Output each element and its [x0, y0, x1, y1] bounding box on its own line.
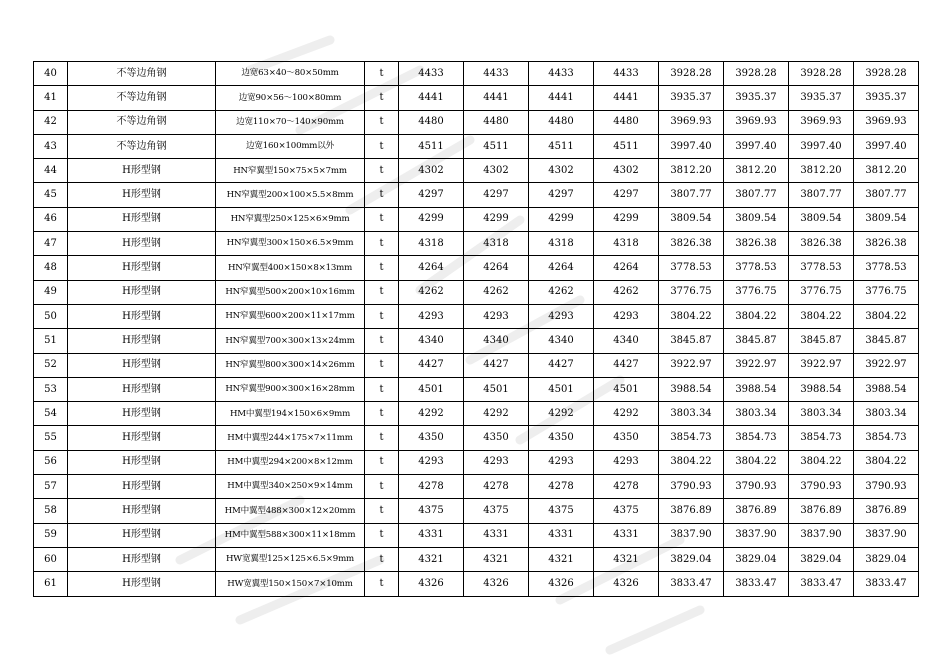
- specification-cell: HN窄翼型600×200×11×17mm: [216, 304, 365, 328]
- excl-tax-price-3-cell: 3845.87: [789, 329, 854, 353]
- material-name-cell: H形型钢: [68, 377, 216, 401]
- price-4-cell: 4441: [594, 86, 659, 110]
- excl-tax-price-1-cell: 3790.93: [659, 475, 724, 499]
- excl-tax-price-3-cell: 3790.93: [789, 475, 854, 499]
- excl-tax-price-3-cell: 3854.73: [789, 426, 854, 450]
- price-1-cell: 4340: [399, 329, 464, 353]
- row-number-cell: 41: [34, 86, 68, 110]
- excl-tax-price-3-cell: 3922.97: [789, 353, 854, 377]
- excl-tax-price-4-cell: 3776.75: [854, 280, 919, 304]
- price-4-cell: 4278: [594, 475, 659, 499]
- unit-cell: t: [365, 207, 399, 231]
- excl-tax-price-1-cell: 3935.37: [659, 86, 724, 110]
- specification-cell: HM中翼型488×300×12×20mm: [216, 499, 365, 523]
- unit-cell: t: [365, 183, 399, 207]
- row-number-cell: 52: [34, 353, 68, 377]
- price-1-cell: 4302: [399, 159, 464, 183]
- material-name-cell: H形型钢: [68, 547, 216, 571]
- excl-tax-price-2-cell: 3809.54: [724, 207, 789, 231]
- excl-tax-price-3-cell: 3833.47: [789, 572, 854, 596]
- material-name-cell: H形型钢: [68, 232, 216, 256]
- excl-tax-price-4-cell: 3935.37: [854, 86, 919, 110]
- unit-cell: t: [365, 86, 399, 110]
- unit-cell: t: [365, 353, 399, 377]
- price-2-cell: 4321: [464, 547, 529, 571]
- price-4-cell: 4297: [594, 183, 659, 207]
- price-3-cell: 4441: [529, 86, 594, 110]
- price-3-cell: 4318: [529, 232, 594, 256]
- excl-tax-price-3-cell: 3997.40: [789, 134, 854, 158]
- unit-cell: t: [365, 402, 399, 426]
- row-number-cell: 56: [34, 450, 68, 474]
- price-4-cell: 4264: [594, 256, 659, 280]
- price-1-cell: 4318: [399, 232, 464, 256]
- excl-tax-price-4-cell: 3969.93: [854, 110, 919, 134]
- price-4-cell: 4427: [594, 353, 659, 377]
- table-row: [34, 475, 919, 499]
- price-1-cell: 4441: [399, 86, 464, 110]
- excl-tax-price-3-cell: 3935.37: [789, 86, 854, 110]
- material-name-cell: H形型钢: [68, 159, 216, 183]
- price-1-cell: 4511: [399, 134, 464, 158]
- price-2-cell: 4340: [464, 329, 529, 353]
- price-4-cell: 4375: [594, 499, 659, 523]
- price-1-cell: 4375: [399, 499, 464, 523]
- table-row: [34, 426, 919, 450]
- table-row: [34, 183, 919, 207]
- excl-tax-price-2-cell: 3997.40: [724, 134, 789, 158]
- row-number-cell: 60: [34, 547, 68, 571]
- row-number-cell: 58: [34, 499, 68, 523]
- price-4-cell: 4326: [594, 572, 659, 596]
- excl-tax-price-1-cell: 3876.89: [659, 499, 724, 523]
- material-name-cell: 不等边角钢: [68, 134, 216, 158]
- excl-tax-price-3-cell: 3988.54: [789, 377, 854, 401]
- row-number-cell: 46: [34, 207, 68, 231]
- excl-tax-price-1-cell: 3804.22: [659, 304, 724, 328]
- excl-tax-price-4-cell: 3778.53: [854, 256, 919, 280]
- unit-cell: t: [365, 304, 399, 328]
- row-number-cell: 55: [34, 426, 68, 450]
- specification-cell: 边宽90×56～100×80mm: [216, 86, 365, 110]
- price-3-cell: 4299: [529, 207, 594, 231]
- price-4-cell: 4511: [594, 134, 659, 158]
- table-row: [34, 134, 919, 158]
- unit-cell: t: [365, 110, 399, 134]
- price-2-cell: 4278: [464, 475, 529, 499]
- specification-cell: HM中翼型244×175×7×11mm: [216, 426, 365, 450]
- excl-tax-price-1-cell: 3922.97: [659, 353, 724, 377]
- price-3-cell: 4264: [529, 256, 594, 280]
- specification-cell: HW宽翼型150×150×7×10mm: [216, 572, 365, 596]
- table-row: [34, 499, 919, 523]
- specification-cell: HN窄翼型150×75×5×7mm: [216, 159, 365, 183]
- specification-cell: HM中翼型194×150×6×9mm: [216, 402, 365, 426]
- unit-cell: t: [365, 572, 399, 596]
- unit-cell: t: [365, 547, 399, 571]
- material-name-cell: 不等边角钢: [68, 86, 216, 110]
- excl-tax-price-1-cell: 3845.87: [659, 329, 724, 353]
- price-3-cell: 4340: [529, 329, 594, 353]
- excl-tax-price-2-cell: 3790.93: [724, 475, 789, 499]
- unit-cell: t: [365, 62, 399, 86]
- excl-tax-price-1-cell: 3804.22: [659, 450, 724, 474]
- row-number-cell: 61: [34, 572, 68, 596]
- excl-tax-price-4-cell: 3928.28: [854, 62, 919, 86]
- row-number-cell: 59: [34, 523, 68, 547]
- material-name-cell: H形型钢: [68, 572, 216, 596]
- price-4-cell: 4350: [594, 426, 659, 450]
- excl-tax-price-2-cell: 3845.87: [724, 329, 789, 353]
- table-row: [34, 547, 919, 571]
- excl-tax-price-2-cell: 3854.73: [724, 426, 789, 450]
- excl-tax-price-2-cell: 3928.28: [724, 62, 789, 86]
- price-1-cell: 4264: [399, 256, 464, 280]
- price-3-cell: 4480: [529, 110, 594, 134]
- price-2-cell: 4292: [464, 402, 529, 426]
- unit-cell: t: [365, 475, 399, 499]
- row-number-cell: 40: [34, 62, 68, 86]
- specification-cell: HN窄翼型400×150×8×13mm: [216, 256, 365, 280]
- price-4-cell: 4433: [594, 62, 659, 86]
- price-4-cell: 4340: [594, 329, 659, 353]
- price-1-cell: 4321: [399, 547, 464, 571]
- excl-tax-price-1-cell: 3778.53: [659, 256, 724, 280]
- excl-tax-price-3-cell: 3809.54: [789, 207, 854, 231]
- table-row: [34, 377, 919, 401]
- price-3-cell: 4321: [529, 547, 594, 571]
- table-row: [34, 110, 919, 134]
- excl-tax-price-3-cell: 3829.04: [789, 547, 854, 571]
- unit-cell: t: [365, 280, 399, 304]
- unit-cell: t: [365, 159, 399, 183]
- excl-tax-price-1-cell: 3807.77: [659, 183, 724, 207]
- excl-tax-price-2-cell: 3807.77: [724, 183, 789, 207]
- price-2-cell: 4293: [464, 304, 529, 328]
- price-2-cell: 4293: [464, 450, 529, 474]
- excl-tax-price-1-cell: 3776.75: [659, 280, 724, 304]
- price-1-cell: 4262: [399, 280, 464, 304]
- excl-tax-price-2-cell: 3837.90: [724, 523, 789, 547]
- excl-tax-price-1-cell: 3833.47: [659, 572, 724, 596]
- material-name-cell: H形型钢: [68, 183, 216, 207]
- excl-tax-price-2-cell: 3988.54: [724, 377, 789, 401]
- excl-tax-price-1-cell: 3837.90: [659, 523, 724, 547]
- specification-cell: HM中翼型294×200×8×12mm: [216, 450, 365, 474]
- table-row: [34, 207, 919, 231]
- price-2-cell: 4262: [464, 280, 529, 304]
- price-3-cell: 4433: [529, 62, 594, 86]
- excl-tax-price-2-cell: 3776.75: [724, 280, 789, 304]
- excl-tax-price-4-cell: 3804.22: [854, 450, 919, 474]
- unit-cell: t: [365, 232, 399, 256]
- table-row: [34, 329, 919, 353]
- price-3-cell: 4262: [529, 280, 594, 304]
- excl-tax-price-2-cell: 3812.20: [724, 159, 789, 183]
- price-2-cell: 4318: [464, 232, 529, 256]
- price-2-cell: 4302: [464, 159, 529, 183]
- price-1-cell: 4292: [399, 402, 464, 426]
- unit-cell: t: [365, 377, 399, 401]
- table-row: [34, 450, 919, 474]
- price-3-cell: 4350: [529, 426, 594, 450]
- unit-cell: t: [365, 426, 399, 450]
- material-name-cell: H形型钢: [68, 523, 216, 547]
- table-row: [34, 523, 919, 547]
- price-1-cell: 4433: [399, 62, 464, 86]
- unit-cell: t: [365, 134, 399, 158]
- specification-cell: HN窄翼型250×125×6×9mm: [216, 207, 365, 231]
- price-2-cell: 4350: [464, 426, 529, 450]
- price-4-cell: 4262: [594, 280, 659, 304]
- excl-tax-price-1-cell: 3988.54: [659, 377, 724, 401]
- excl-tax-price-4-cell: 3812.20: [854, 159, 919, 183]
- excl-tax-price-2-cell: 3922.97: [724, 353, 789, 377]
- price-2-cell: 4331: [464, 523, 529, 547]
- price-1-cell: 4293: [399, 450, 464, 474]
- price-2-cell: 4427: [464, 353, 529, 377]
- material-name-cell: H形型钢: [68, 256, 216, 280]
- price-4-cell: 4318: [594, 232, 659, 256]
- specification-cell: HN窄翼型900×300×16×28mm: [216, 377, 365, 401]
- price-4-cell: 4302: [594, 159, 659, 183]
- excl-tax-price-2-cell: 3969.93: [724, 110, 789, 134]
- excl-tax-price-4-cell: 3829.04: [854, 547, 919, 571]
- price-3-cell: 4293: [529, 304, 594, 328]
- unit-cell: t: [365, 523, 399, 547]
- excl-tax-price-3-cell: 3969.93: [789, 110, 854, 134]
- price-3-cell: 4375: [529, 499, 594, 523]
- excl-tax-price-4-cell: 3988.54: [854, 377, 919, 401]
- price-table: [33, 61, 919, 597]
- price-1-cell: 4278: [399, 475, 464, 499]
- price-1-cell: 4480: [399, 110, 464, 134]
- excl-tax-price-4-cell: 3922.97: [854, 353, 919, 377]
- excl-tax-price-4-cell: 3790.93: [854, 475, 919, 499]
- price-3-cell: 4331: [529, 523, 594, 547]
- excl-tax-price-2-cell: 3833.47: [724, 572, 789, 596]
- price-2-cell: 4433: [464, 62, 529, 86]
- material-name-cell: H形型钢: [68, 402, 216, 426]
- excl-tax-price-3-cell: 3928.28: [789, 62, 854, 86]
- price-4-cell: 4331: [594, 523, 659, 547]
- excl-tax-price-4-cell: 3837.90: [854, 523, 919, 547]
- excl-tax-price-2-cell: 3935.37: [724, 86, 789, 110]
- price-1-cell: 4293: [399, 304, 464, 328]
- table-row: [34, 86, 919, 110]
- excl-tax-price-1-cell: 3812.20: [659, 159, 724, 183]
- material-name-cell: H形型钢: [68, 304, 216, 328]
- row-number-cell: 53: [34, 377, 68, 401]
- price-3-cell: 4293: [529, 450, 594, 474]
- price-1-cell: 4350: [399, 426, 464, 450]
- price-4-cell: 4293: [594, 304, 659, 328]
- table-row: [34, 304, 919, 328]
- excl-tax-price-3-cell: 3803.34: [789, 402, 854, 426]
- price-3-cell: 4292: [529, 402, 594, 426]
- price-1-cell: 4299: [399, 207, 464, 231]
- table-row: [34, 256, 919, 280]
- specification-cell: 边宽63×40～80×50mm: [216, 62, 365, 86]
- specification-cell: HN窄翼型200×100×5.5×8mm: [216, 183, 365, 207]
- specification-cell: HM中翼型588×300×11×18mm: [216, 523, 365, 547]
- specification-cell: HW宽翼型125×125×6.5×9mm: [216, 547, 365, 571]
- table-row: [34, 159, 919, 183]
- price-2-cell: 4511: [464, 134, 529, 158]
- material-name-cell: H形型钢: [68, 280, 216, 304]
- material-name-cell: H形型钢: [68, 475, 216, 499]
- material-name-cell: H形型钢: [68, 499, 216, 523]
- price-3-cell: 4326: [529, 572, 594, 596]
- table-body: [34, 62, 919, 597]
- excl-tax-price-4-cell: 3833.47: [854, 572, 919, 596]
- excl-tax-price-1-cell: 3928.28: [659, 62, 724, 86]
- excl-tax-price-4-cell: 3804.22: [854, 304, 919, 328]
- excl-tax-price-2-cell: 3803.34: [724, 402, 789, 426]
- price-1-cell: 4501: [399, 377, 464, 401]
- excl-tax-price-3-cell: 3812.20: [789, 159, 854, 183]
- row-number-cell: 48: [34, 256, 68, 280]
- excl-tax-price-4-cell: 3803.34: [854, 402, 919, 426]
- specification-cell: HN窄翼型800×300×14×26mm: [216, 353, 365, 377]
- excl-tax-price-3-cell: 3778.53: [789, 256, 854, 280]
- row-number-cell: 47: [34, 232, 68, 256]
- excl-tax-price-1-cell: 3854.73: [659, 426, 724, 450]
- price-1-cell: 4326: [399, 572, 464, 596]
- price-1-cell: 4427: [399, 353, 464, 377]
- price-2-cell: 4441: [464, 86, 529, 110]
- excl-tax-price-1-cell: 3826.38: [659, 232, 724, 256]
- table-row: [34, 402, 919, 426]
- excl-tax-price-2-cell: 3804.22: [724, 304, 789, 328]
- unit-cell: t: [365, 499, 399, 523]
- unit-cell: t: [365, 329, 399, 353]
- price-4-cell: 4292: [594, 402, 659, 426]
- excl-tax-price-4-cell: 3809.54: [854, 207, 919, 231]
- excl-tax-price-3-cell: 3837.90: [789, 523, 854, 547]
- price-3-cell: 4302: [529, 159, 594, 183]
- excl-tax-price-1-cell: 3997.40: [659, 134, 724, 158]
- table-row: [34, 62, 919, 86]
- specification-cell: HN窄翼型300×150×6.5×9mm: [216, 232, 365, 256]
- price-2-cell: 4501: [464, 377, 529, 401]
- table-row: [34, 572, 919, 596]
- material-name-cell: H形型钢: [68, 426, 216, 450]
- specification-cell: HM中翼型340×250×9×14mm: [216, 475, 365, 499]
- excl-tax-price-4-cell: 3854.73: [854, 426, 919, 450]
- specification-cell: 边宽110×70～140×90mm: [216, 110, 365, 134]
- material-name-cell: H形型钢: [68, 329, 216, 353]
- excl-tax-price-4-cell: 3997.40: [854, 134, 919, 158]
- price-1-cell: 4331: [399, 523, 464, 547]
- price-1-cell: 4297: [399, 183, 464, 207]
- specification-cell: HN窄翼型700×300×13×24mm: [216, 329, 365, 353]
- price-2-cell: 4326: [464, 572, 529, 596]
- excl-tax-price-2-cell: 3829.04: [724, 547, 789, 571]
- unit-cell: t: [365, 256, 399, 280]
- excl-tax-price-3-cell: 3776.75: [789, 280, 854, 304]
- price-2-cell: 4299: [464, 207, 529, 231]
- price-3-cell: 4501: [529, 377, 594, 401]
- excl-tax-price-2-cell: 3876.89: [724, 499, 789, 523]
- excl-tax-price-4-cell: 3826.38: [854, 232, 919, 256]
- price-4-cell: 4480: [594, 110, 659, 134]
- row-number-cell: 57: [34, 475, 68, 499]
- price-4-cell: 4293: [594, 450, 659, 474]
- price-3-cell: 4511: [529, 134, 594, 158]
- excl-tax-price-4-cell: 3876.89: [854, 499, 919, 523]
- excl-tax-price-3-cell: 3804.22: [789, 304, 854, 328]
- price-3-cell: 4278: [529, 475, 594, 499]
- material-name-cell: H形型钢: [68, 450, 216, 474]
- price-2-cell: 4480: [464, 110, 529, 134]
- price-4-cell: 4501: [594, 377, 659, 401]
- table-row: [34, 232, 919, 256]
- excl-tax-price-1-cell: 3829.04: [659, 547, 724, 571]
- row-number-cell: 51: [34, 329, 68, 353]
- price-3-cell: 4427: [529, 353, 594, 377]
- row-number-cell: 54: [34, 402, 68, 426]
- excl-tax-price-1-cell: 3803.34: [659, 402, 724, 426]
- excl-tax-price-3-cell: 3826.38: [789, 232, 854, 256]
- excl-tax-price-1-cell: 3969.93: [659, 110, 724, 134]
- price-2-cell: 4375: [464, 499, 529, 523]
- specification-cell: 边宽160×100mm以外: [216, 134, 365, 158]
- row-number-cell: 43: [34, 134, 68, 158]
- price-2-cell: 4297: [464, 183, 529, 207]
- excl-tax-price-4-cell: 3845.87: [854, 329, 919, 353]
- row-number-cell: 44: [34, 159, 68, 183]
- specification-cell: HN窄翼型500×200×10×16mm: [216, 280, 365, 304]
- excl-tax-price-1-cell: 3809.54: [659, 207, 724, 231]
- excl-tax-price-2-cell: 3804.22: [724, 450, 789, 474]
- excl-tax-price-4-cell: 3807.77: [854, 183, 919, 207]
- price-3-cell: 4297: [529, 183, 594, 207]
- price-4-cell: 4299: [594, 207, 659, 231]
- excl-tax-price-2-cell: 3778.53: [724, 256, 789, 280]
- row-number-cell: 50: [34, 304, 68, 328]
- excl-tax-price-3-cell: 3876.89: [789, 499, 854, 523]
- excl-tax-price-2-cell: 3826.38: [724, 232, 789, 256]
- material-name-cell: H形型钢: [68, 207, 216, 231]
- excl-tax-price-3-cell: 3807.77: [789, 183, 854, 207]
- price-2-cell: 4264: [464, 256, 529, 280]
- row-number-cell: 49: [34, 280, 68, 304]
- excl-tax-price-3-cell: 3804.22: [789, 450, 854, 474]
- row-number-cell: 45: [34, 183, 68, 207]
- material-name-cell: 不等边角钢: [68, 62, 216, 86]
- price-4-cell: 4321: [594, 547, 659, 571]
- table-row: [34, 353, 919, 377]
- material-name-cell: H形型钢: [68, 353, 216, 377]
- unit-cell: t: [365, 450, 399, 474]
- row-number-cell: 42: [34, 110, 68, 134]
- material-name-cell: 不等边角钢: [68, 110, 216, 134]
- table-row: [34, 280, 919, 304]
